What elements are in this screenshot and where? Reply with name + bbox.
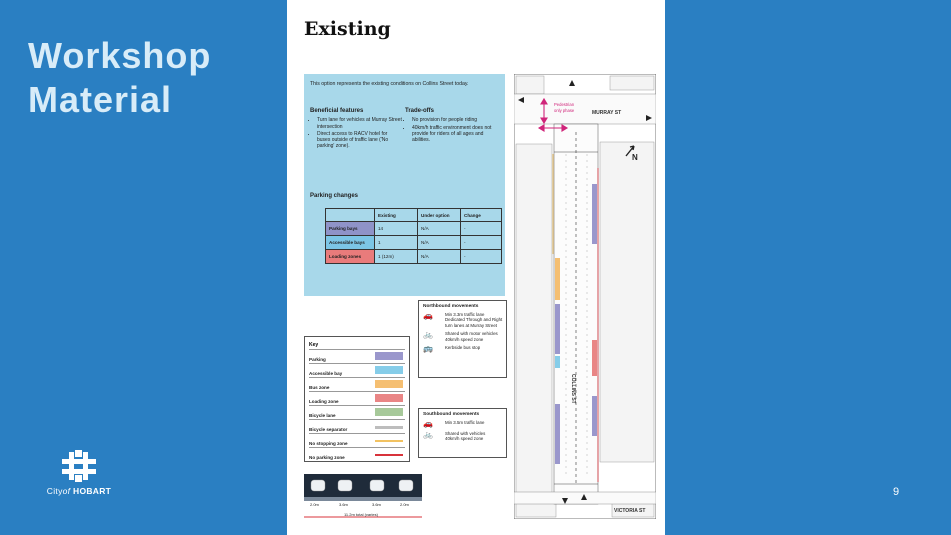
movement-item [419,330,506,344]
movement-text: Shared with vehicles [445,431,486,436]
key-label: No parking zone [309,455,345,460]
row-label: Loading zones [326,250,375,264]
slide-title-line-2: Material [28,79,173,120]
intro-text: This option represents the existing conditions on Collins Street today. [310,81,469,87]
key-label: Loading zone [309,399,339,404]
table-row [326,250,502,264]
key-label: No stopping zone [309,441,348,446]
movement-item [419,311,506,330]
parking-swatch [375,352,403,360]
section-width-label: 2.0m [400,502,409,507]
section-width-label: 3.6m [339,502,348,507]
section-width-label: 3.6m [372,502,381,507]
parking-changes-table [325,208,502,264]
key-item [309,391,405,405]
logo-wordmark: Cityof HOBART [46,486,112,496]
table-cell: N/A [418,236,461,250]
movement-text: Dedicated Through and Right turn lanes at Murray Street [445,317,503,328]
key-title: Key [309,342,319,348]
key-item [309,405,405,419]
pedestrian-note-2: only phase [554,108,575,113]
city-of-hobart-logo [38,450,120,496]
key-item [309,363,405,377]
row-label: Accessible bays [326,236,375,250]
car-icon: 🚗 [423,311,433,320]
beneficial-item: • Direct access to RACV hotel for buses outside of traffic lane ('No parking' zone). [317,131,402,150]
table-row [326,222,502,236]
key-label: Parking [309,357,326,362]
movement-text: 40km/h speed zone [445,336,484,342]
pedestrian-note-1: Pedestrian [554,102,575,107]
table-header: Under option [418,209,461,222]
table-header: Change [461,209,502,222]
parking-changes-title: Parking changes [310,193,359,199]
key-item [309,447,405,461]
beneficial-item: • Turn lane for vehicles at Murray Street intersection [317,117,402,130]
table-cell: 1 [375,236,418,250]
southbound-movements [418,408,507,458]
accessible-bay-swatch [375,366,403,374]
key-item [309,349,405,363]
trade-offs-title: Trade-offs [405,108,435,114]
northbound-movements [418,300,507,378]
movement-text: Kerbside bus stop [445,345,481,351]
map-key [304,336,410,462]
parking-bays-east [592,184,597,244]
hobart-hash-logo-icon [60,450,98,482]
no-parking-swatch [375,454,403,456]
trade-off-item: • 40km/h traffic environment does not provide for riders of all ages and abilities. [412,125,497,144]
table-cell: - [461,222,502,236]
southbound-title: Southbound movements [423,412,480,417]
key-label: Bus zone [309,385,330,390]
slide-title-line-1: Workshop [28,35,212,76]
section-width-label: 2.0m [310,502,319,507]
beneficial-features-title: Beneficial features [310,108,364,114]
key-label: Bicycle separator [309,427,348,432]
key-item [309,377,405,391]
table-cell: N/A [418,222,461,236]
key-label: Accessible bay [309,371,343,376]
section-total-label: 11.2m total (varies) [344,512,378,517]
street-name-victoria: VICTORIA ST [614,508,646,514]
no-stopping-swatch [375,440,403,442]
car-icon: 🚗 [423,419,433,428]
movement-item [419,430,506,444]
bicycle-icon: 🚲 [423,430,433,439]
option-summary-panel [304,74,505,296]
table-cell: - [461,236,502,250]
bicycle-separator-swatch [375,426,403,429]
street-cross-section [304,472,422,522]
document-page [287,0,665,535]
trade-offs [405,108,497,144]
loading-zone-swatch [375,394,403,402]
table-cell: - [461,250,502,264]
bus-zone-swatch [375,380,403,388]
movement-text: Min 3.5m traffic lane [445,420,485,425]
movement-item [419,419,506,430]
key-item [309,433,405,447]
table-row [326,236,502,250]
table-header-row [326,209,502,222]
street-name-collins: COLLINS ST [570,374,576,404]
table-cell: 1 (12m) [375,250,418,264]
bus-icon: 🚌 [423,344,433,354]
document-heading: Existing [304,18,391,40]
page-number: 9 [893,486,900,498]
table-header [326,209,375,222]
key-item [309,419,405,433]
north-indicator: N [632,153,638,162]
movement-text: Shared with motor vehicles [445,331,498,337]
beneficial-features [310,108,402,151]
movement-text: Min 3.3m traffic lane [445,312,485,317]
street-name-murray: MURRAY ST [592,110,622,116]
movement-item [419,344,506,355]
movement-text: 40km/h speed zone [445,436,484,442]
table-header: Existing [375,209,418,222]
bicycle-lane-swatch [375,408,403,416]
trade-off-item: • No provision for people riding [412,117,497,123]
northbound-title: Northbound movements [423,304,479,309]
table-cell: 14 [375,222,418,236]
key-label: Bicycle lane [309,413,336,418]
row-label: Parking bays [326,222,375,236]
street-layout-map [514,74,656,519]
slide-title [28,34,211,122]
table-cell: N/A [418,250,461,264]
bicycle-icon: 🚲 [423,330,433,340]
